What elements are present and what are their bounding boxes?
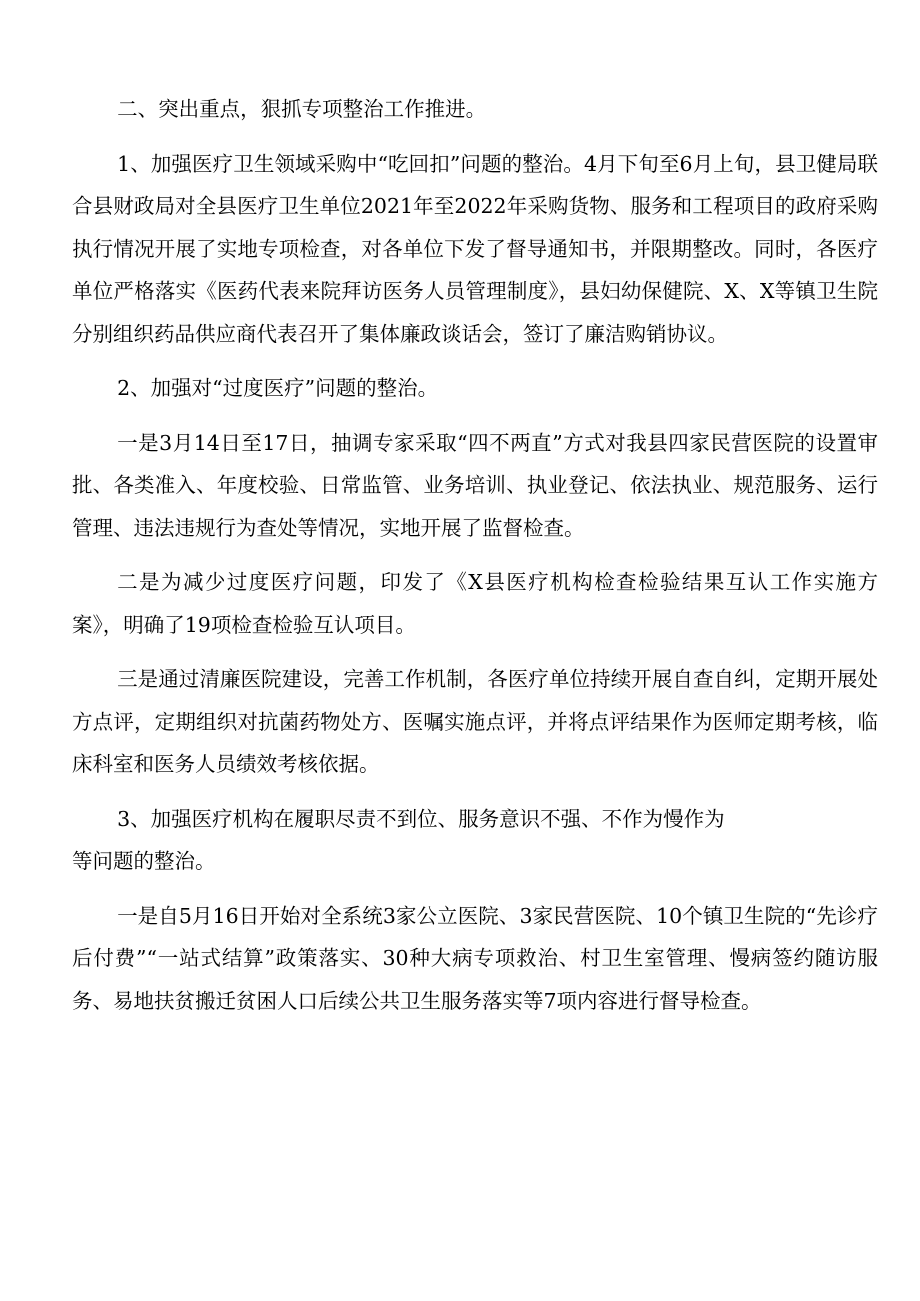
- section-2-title: 2、加强对“过度医疗”问题的整治。: [117, 376, 439, 400]
- section-3-title-line-2: 等问题的整治。: [72, 849, 216, 873]
- paragraph-section-2-item-2: 二是为减少过度医疗问题，印发了《X县医疗机构检查检验结果互认工作实施方案》，明确了19项检查检验互认项目。: [72, 570, 878, 637]
- section-3-title-line-1: 3、加强医疗机构在履职尽责不到位、服务意识不强、不作为慢作为: [117, 806, 725, 831]
- section-heading: 二、突出重点，狠抓专项整治工作推进。: [117, 97, 487, 121]
- document-body: [72, 88, 878, 1022]
- paragraph-section-3-item-1: 一是自5月16日开始对全系统3家公立医院、3家民营医院、10个镇卫生院的“先诊疗后付费”“一站式结算”政策落实、30种大病专项救治、村卫生室管理、慢病签约随访服务、易地扶贫搬迁贫困人口后续公共卫生服务落实等7项内容进行督导检查。: [72, 903, 878, 1013]
- paragraph-section-2-item-1: 一是3月14日至17日，抽调专家采取“四不两直”方式对我县四家民营医院的设置审批、各类准入、年度校验、日常监管、业务培训、执业登记、依法执业、规范服务、运行管理、违法违规行为查处等情况，实地开展了监督检查。: [72, 430, 878, 540]
- paragraph-section-2-item-3: 三是通过清廉医院建设，完善工作机制，各医疗单位持续开展自查自纠，定期开展处方点评，定期组织对抗菌药物处方、医嘱实施点评，并将点评结果作为医师定期考核，临床科室和医务人员绩效考核依据。: [72, 667, 878, 776]
- paragraph-section-1: 1、加强医疗卫生领域采购中“吃回扣”问题的整治。4月下旬至6月上旬，县卫健局联合县财政局对全县医疗卫生单位2021年至2022年采购货物、服务和工程项目的政府采购执行情况开展了实地专项检查，对各单位下发了督导通知书，并限期整改。同时，各医疗单位严格落实《医药代表来院拜访医务人员管理制度》，县妇幼保健院、X、X等镇卫生院分别组织药品供应商代表召开了集体廉政谈话会，签订了廉洁购销协议。: [72, 151, 878, 346]
